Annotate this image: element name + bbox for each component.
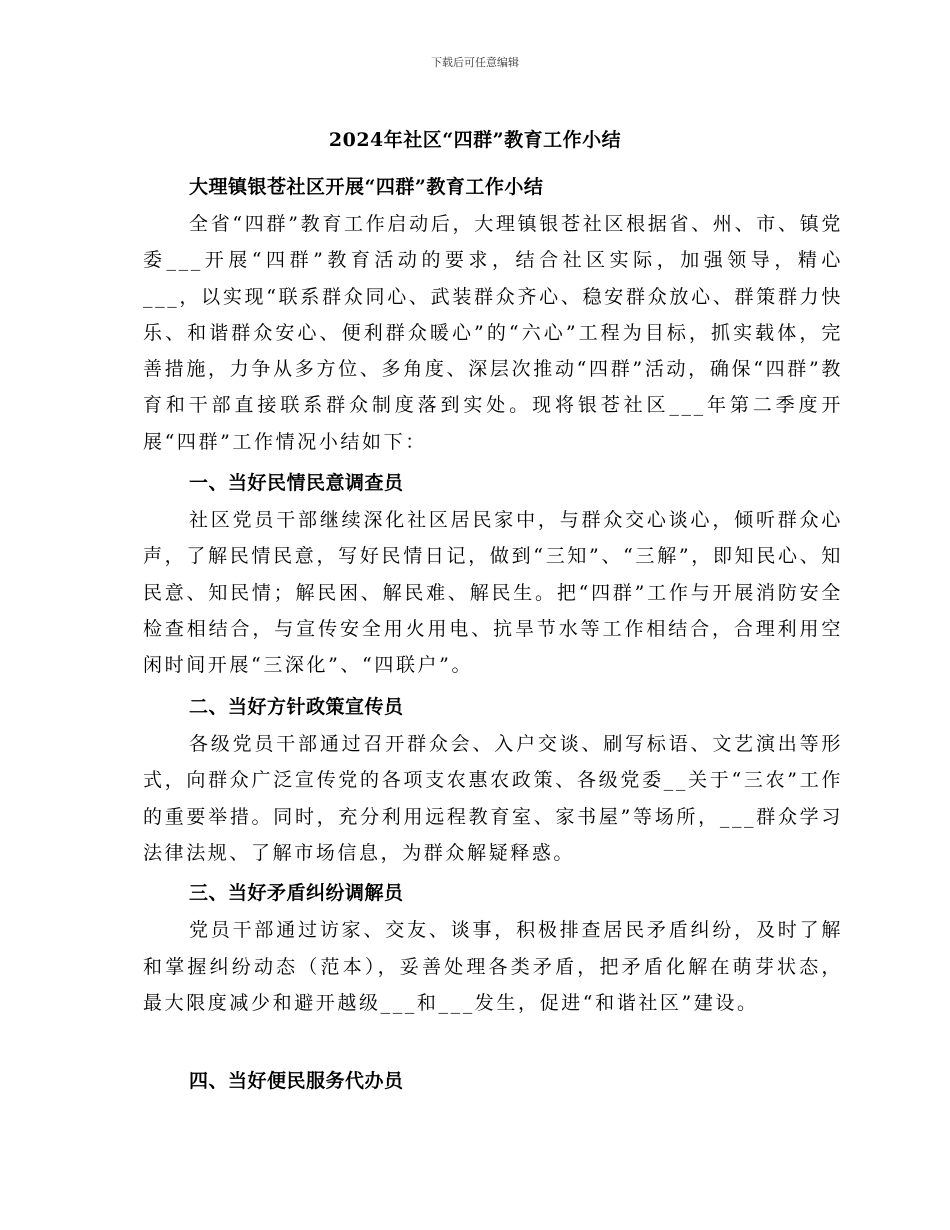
page-header-note: 下载后可任意编辑 xyxy=(431,56,519,69)
intro-paragraph: 全省“四群”教育工作启动后，大理镇银苍社区根据省、州、市、镇党委___开展“四群”教育活动的要求，结合社区实际，加强领导，精心___，以实现“联系群众同心、武装群众齐心、稳安群众放心、群策群力快乐、和谐群众安心、便利群众暖心”的“六心”工程为目标，抓实载体，完善措施，力争从多方位、多角度、深层次推动“四群”活动，确保“四群”教育和干部直接联系群众制度落到实处。现将银苍社区___年第二季度开展“四群”工作情况小结如下： xyxy=(143,213,843,453)
section-heading-3: 三、当好矛盾纠纷调解员 xyxy=(189,882,404,904)
section-body-1: 社区党员干部继续深化社区居民家中，与群众交心谈心，倾听群众心声，了解民情民意，写好民情日记，做到“三知”、“三解”，即知民心、知民意、知民情；解民困、解民难、解民生。把“四群”工作与开展消防安全检查相结合，与宣传安全用火用电、抗旱节水等工作相结合，合理利用空闲时间开展“三深化”、“四联户”。 xyxy=(143,509,843,677)
document-subtitle: 大理镇银苍社区开展“四群”教育工作小结 xyxy=(189,176,544,198)
section-body-3: 党员干部通过访家、交友、谈事，积极排查居民矛盾纠纷，及时了解和掌握纠纷动态（范本），妥善处理各类矛盾，把矛盾化解在萌芽状态，最大限度减少和避开越级___和___发生，促进“和谐社区”建设。 xyxy=(143,919,843,1014)
section-heading-2: 二、当好方针政策宣传员 xyxy=(189,696,404,718)
section-heading-1: 一、当好民情民意调查员 xyxy=(189,472,404,494)
section-heading-4: 四、当好便民服务代办员 xyxy=(189,1070,404,1092)
section-body-2: 各级党员干部通过召开群众会、入户交谈、刷写标语、文艺演出等形式，向群众广泛宣传党的各项支农惠农政策、各级党委__关于“三农”工作的重要举措。同时，充分利用远程教育室、家书屋”等场所，___群众学习法律法规、了解市场信息，为群众解疑释惑。 xyxy=(143,733,843,864)
document-title: 2024年社区“四群”教育工作小结 xyxy=(328,129,622,151)
